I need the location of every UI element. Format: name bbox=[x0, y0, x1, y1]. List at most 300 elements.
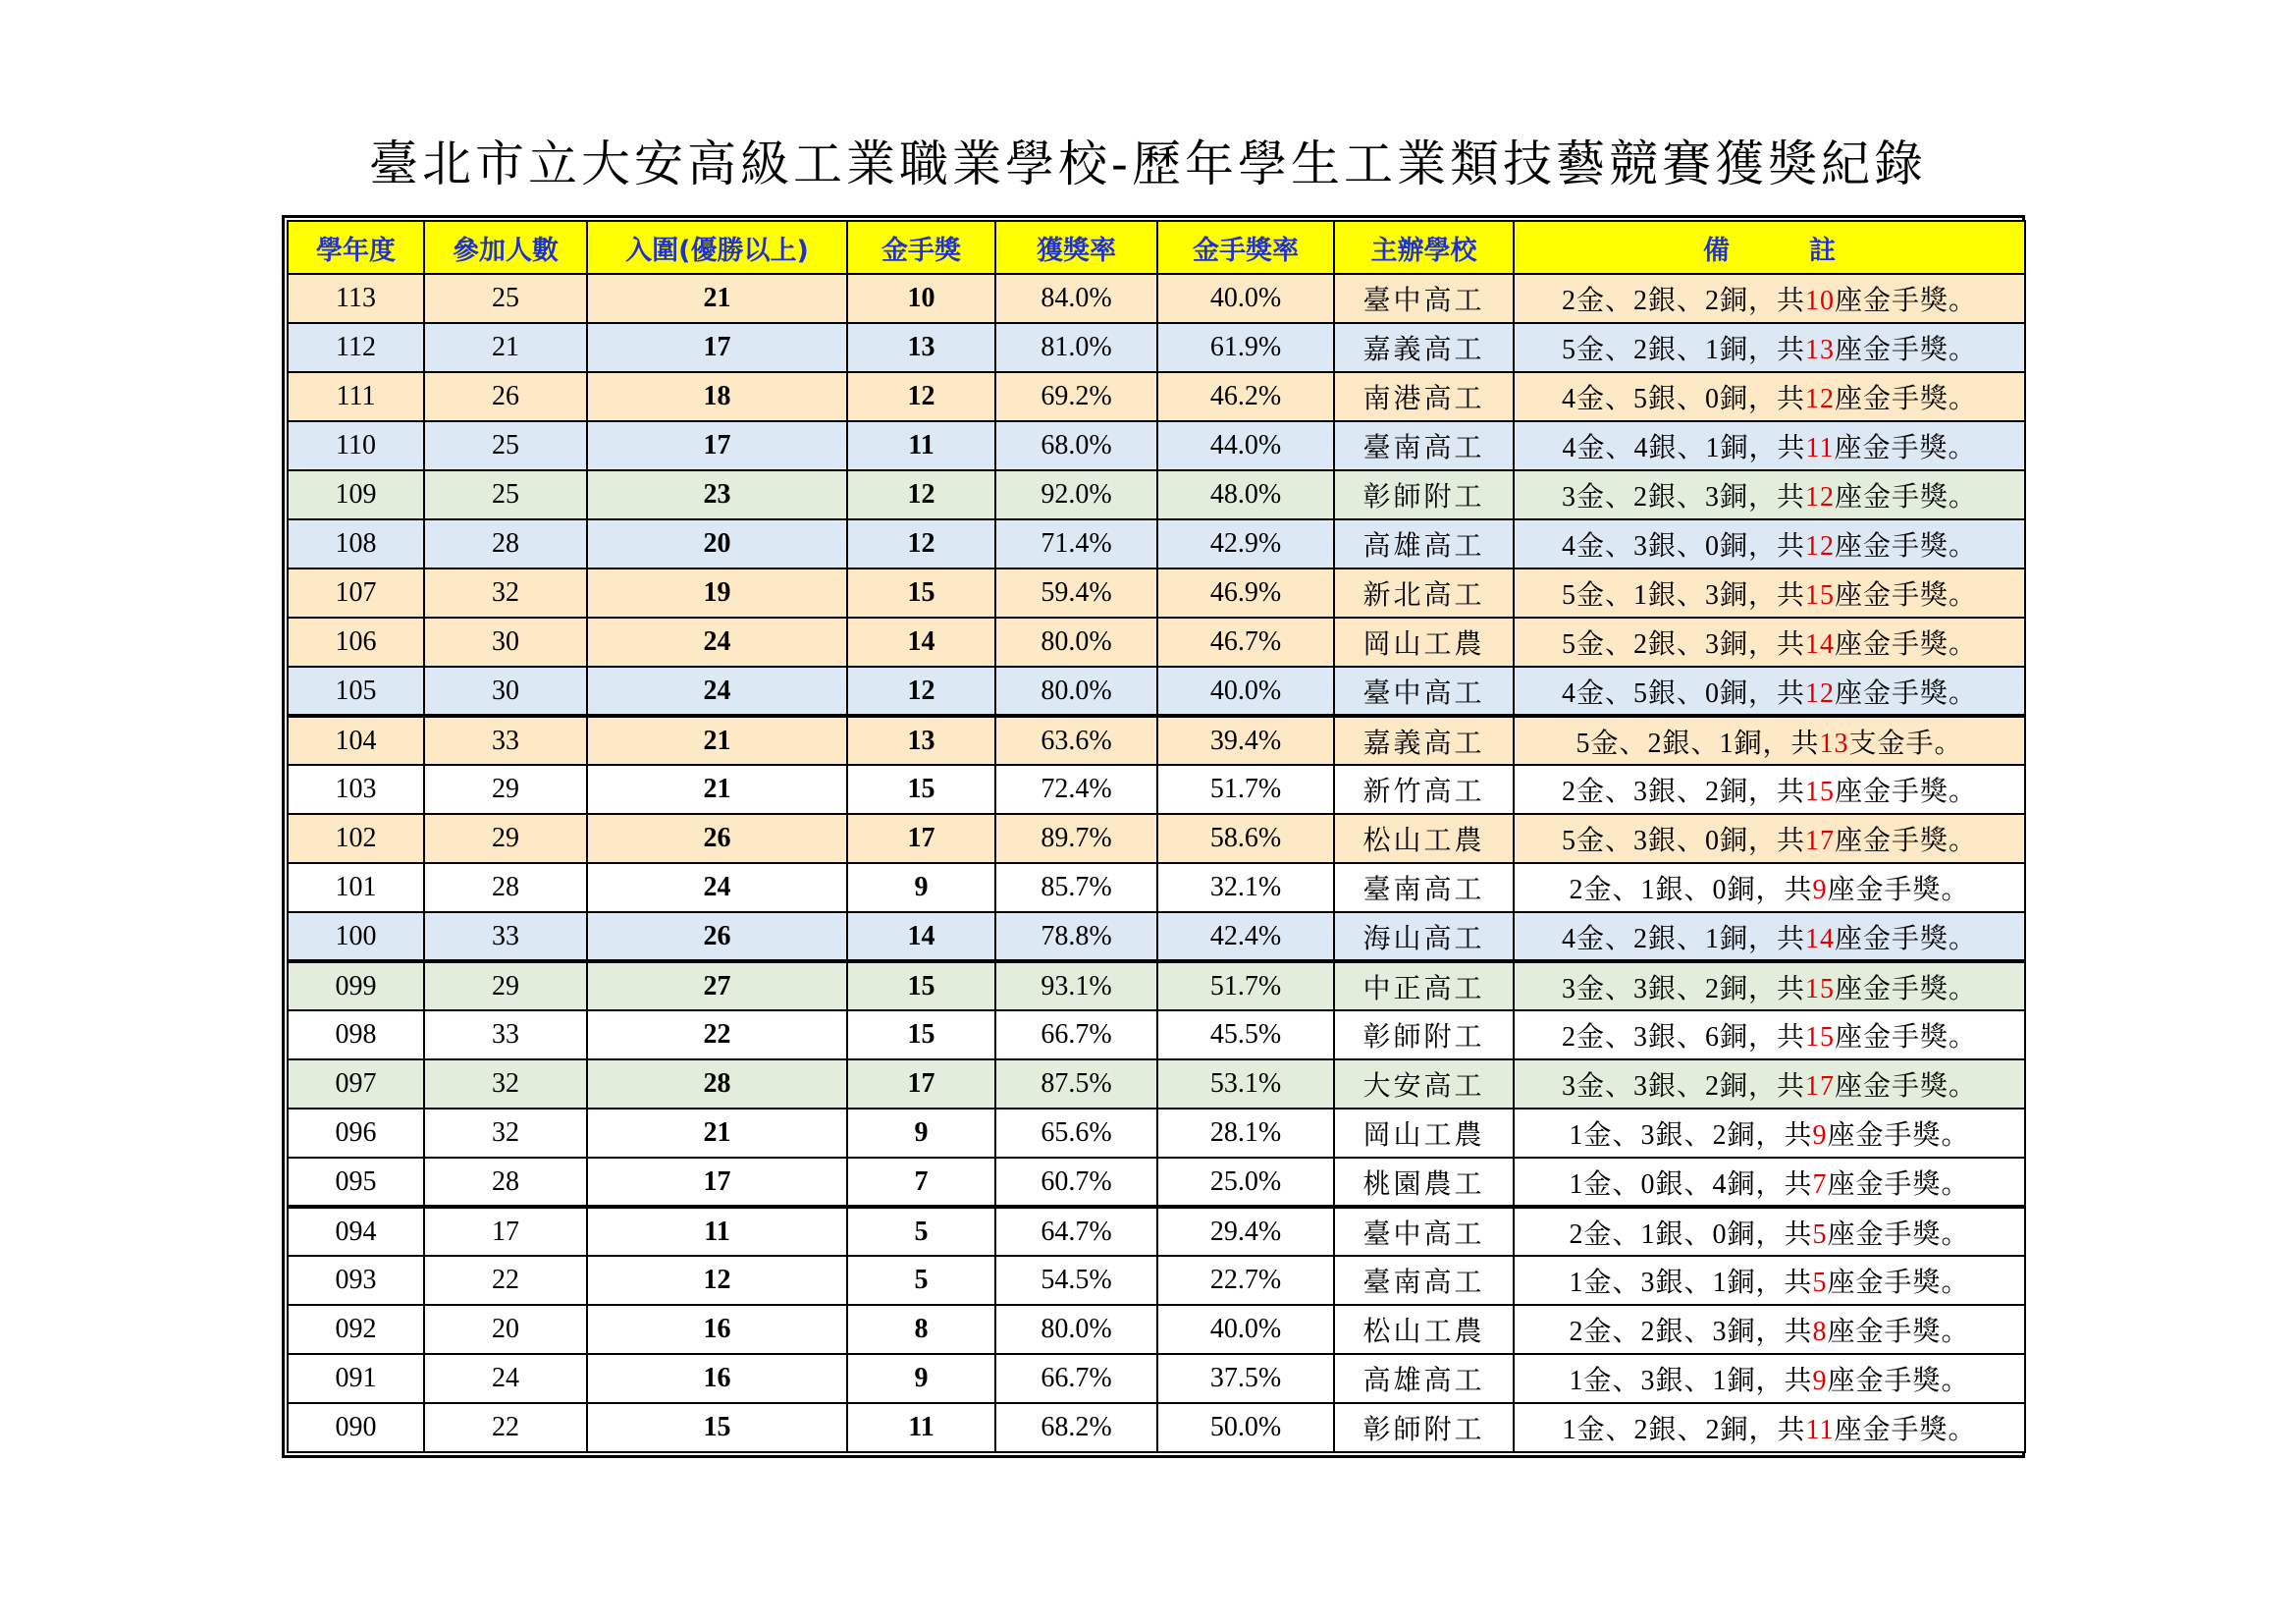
cell-gold-rate: 51.7% bbox=[1157, 765, 1334, 814]
cell-gold-hand: 5 bbox=[847, 1256, 995, 1305]
note-gold-count: 12 bbox=[1805, 384, 1835, 414]
table-row bbox=[288, 912, 2025, 961]
cell-year: 099 bbox=[288, 961, 424, 1010]
table-row bbox=[288, 470, 2025, 519]
table-row bbox=[288, 1010, 2025, 1059]
note-gold-count: 11 bbox=[1805, 433, 1835, 463]
cell-gold-rate: 42.9% bbox=[1157, 519, 1334, 568]
cell-participants: 29 bbox=[424, 765, 587, 814]
note-suffix: 座金手獎。 bbox=[1827, 1268, 1970, 1298]
note-gold-count: 15 bbox=[1805, 1022, 1835, 1053]
cell-year: 105 bbox=[288, 667, 424, 716]
cell-notes bbox=[1514, 421, 2025, 470]
cell-host-school: 彰師附工 bbox=[1334, 470, 1514, 519]
table-row bbox=[288, 1207, 2025, 1256]
note-medals: 2金、2銀、2銅，共 bbox=[1561, 286, 1805, 316]
cell-year: 109 bbox=[288, 470, 424, 519]
cell-gold-rate: 40.0% bbox=[1157, 667, 1334, 716]
cell-notes bbox=[1514, 814, 2025, 863]
note-gold-count: 15 bbox=[1805, 973, 1835, 1004]
cell-host-school: 新北高工 bbox=[1334, 568, 1514, 618]
cell-award-rate: 54.5% bbox=[995, 1256, 1157, 1305]
table-row bbox=[288, 716, 2025, 765]
cell-award-rate: 85.7% bbox=[995, 863, 1157, 912]
note-suffix: 座金手獎。 bbox=[1834, 1415, 1977, 1445]
cell-award-rate: 65.6% bbox=[995, 1109, 1157, 1158]
cell-gold-rate: 28.1% bbox=[1157, 1109, 1334, 1158]
cell-host-school: 臺南高工 bbox=[1334, 863, 1514, 912]
cell-gold-hand: 12 bbox=[847, 372, 995, 421]
cell-notes bbox=[1514, 1305, 2025, 1354]
cell-finalists: 16 bbox=[587, 1354, 847, 1403]
cell-finalists: 15 bbox=[587, 1403, 847, 1452]
cell-participants: 32 bbox=[424, 1109, 587, 1158]
table-header-row bbox=[288, 221, 2025, 274]
cell-year: 104 bbox=[288, 716, 424, 765]
note-suffix: 座金手獎。 bbox=[1827, 1366, 1970, 1396]
note-medals: 2金、3銀、2銅，共 bbox=[1561, 777, 1805, 807]
cell-participants: 33 bbox=[424, 1010, 587, 1059]
cell-participants: 29 bbox=[424, 961, 587, 1010]
cell-award-rate: 81.0% bbox=[995, 323, 1157, 372]
note-suffix: 座金手獎。 bbox=[1835, 1022, 1978, 1053]
header-gold-rate: 金手獎率 bbox=[1157, 221, 1334, 274]
note-gold-count: 12 bbox=[1805, 677, 1835, 709]
cell-participants: 29 bbox=[424, 814, 587, 863]
cell-gold-hand: 15 bbox=[847, 1010, 995, 1059]
cell-gold-hand: 15 bbox=[847, 961, 995, 1010]
note-medals: 5金、2銀、3銅，共 bbox=[1561, 629, 1805, 660]
note-suffix: 座金手獎。 bbox=[1827, 1317, 1970, 1347]
note-gold-count: 17 bbox=[1805, 826, 1835, 856]
cell-host-school: 桃園農工 bbox=[1334, 1158, 1514, 1207]
cell-gold-rate: 45.5% bbox=[1157, 1010, 1334, 1059]
cell-award-rate: 87.5% bbox=[995, 1059, 1157, 1109]
cell-notes bbox=[1514, 519, 2025, 568]
cell-finalists: 27 bbox=[587, 961, 847, 1010]
note-gold-count: 14 bbox=[1805, 923, 1835, 954]
note-medals: 3金、3銀、2銅，共 bbox=[1561, 1071, 1805, 1102]
cell-gold-rate: 50.0% bbox=[1157, 1403, 1334, 1452]
awards-table bbox=[287, 220, 2026, 1453]
cell-notes bbox=[1514, 372, 2025, 421]
cell-finalists: 28 bbox=[587, 1059, 847, 1109]
note-medals: 2金、2銀、3銅，共 bbox=[1569, 1317, 1813, 1347]
cell-gold-hand: 7 bbox=[847, 1158, 995, 1207]
note-suffix: 座金手獎。 bbox=[1835, 1071, 1978, 1102]
cell-notes bbox=[1514, 1010, 2025, 1059]
cell-award-rate: 92.0% bbox=[995, 470, 1157, 519]
header-gold-hand: 金手獎 bbox=[847, 221, 995, 274]
cell-gold-rate: 32.1% bbox=[1157, 863, 1334, 912]
cell-participants: 17 bbox=[424, 1207, 587, 1256]
cell-gold-hand: 12 bbox=[847, 470, 995, 519]
cell-notes bbox=[1514, 1354, 2025, 1403]
cell-award-rate: 71.4% bbox=[995, 519, 1157, 568]
cell-gold-rate: 61.9% bbox=[1157, 323, 1334, 372]
awards-table-frame bbox=[282, 215, 2025, 1458]
cell-gold-rate: 53.1% bbox=[1157, 1059, 1334, 1109]
table-row bbox=[288, 372, 2025, 421]
note-gold-count: 11 bbox=[1805, 1415, 1835, 1445]
note-suffix: 座金手獎。 bbox=[1835, 973, 1978, 1004]
header-notes: 備 註 bbox=[1514, 221, 2025, 274]
cell-notes bbox=[1514, 667, 2025, 716]
table-row bbox=[288, 618, 2025, 667]
cell-gold-hand: 11 bbox=[847, 1403, 995, 1452]
table-row bbox=[288, 1354, 2025, 1403]
cell-host-school: 彰師附工 bbox=[1334, 1010, 1514, 1059]
note-suffix: 座金手獎。 bbox=[1835, 384, 1978, 414]
cell-finalists: 21 bbox=[587, 716, 847, 765]
cell-host-school: 岡山工農 bbox=[1334, 1109, 1514, 1158]
cell-gold-hand: 9 bbox=[847, 863, 995, 912]
note-medals: 4金、3銀、0銅，共 bbox=[1561, 531, 1805, 562]
cell-notes bbox=[1514, 863, 2025, 912]
note-medals: 1金、3銀、1銅，共 bbox=[1569, 1268, 1813, 1298]
note-gold-count: 12 bbox=[1805, 482, 1835, 513]
cell-award-rate: 89.7% bbox=[995, 814, 1157, 863]
page-title: 臺北市立大安高級工業職業學校-歷年學生工業類技藝競賽獲獎紀錄 bbox=[369, 135, 1927, 192]
cell-participants: 32 bbox=[424, 1059, 587, 1109]
cell-year: 090 bbox=[288, 1403, 424, 1452]
note-gold-count: 13 bbox=[1805, 335, 1835, 365]
table-row bbox=[288, 323, 2025, 372]
note-gold-count: 9 bbox=[1812, 875, 1828, 905]
cell-host-school: 新竹高工 bbox=[1334, 765, 1514, 814]
note-gold-count: 5 bbox=[1812, 1218, 1828, 1250]
cell-participants: 33 bbox=[424, 716, 587, 765]
cell-gold-hand: 15 bbox=[847, 765, 995, 814]
cell-year: 103 bbox=[288, 765, 424, 814]
cell-gold-hand: 15 bbox=[847, 568, 995, 618]
cell-notes bbox=[1514, 1403, 2025, 1452]
note-gold-count: 12 bbox=[1805, 531, 1835, 562]
cell-gold-hand: 14 bbox=[847, 912, 995, 961]
table-row bbox=[288, 274, 2025, 323]
cell-participants: 22 bbox=[424, 1403, 587, 1452]
cell-finalists: 17 bbox=[587, 323, 847, 372]
cell-notes bbox=[1514, 1207, 2025, 1256]
cell-participants: 33 bbox=[424, 912, 587, 961]
note-medals: 3金、2銀、3銅，共 bbox=[1561, 482, 1805, 513]
cell-award-rate: 68.2% bbox=[995, 1403, 1157, 1452]
table-row bbox=[288, 667, 2025, 716]
note-medals: 4金、2銀、1銅，共 bbox=[1561, 923, 1805, 954]
cell-finalists: 12 bbox=[587, 1256, 847, 1305]
cell-gold-rate: 40.0% bbox=[1157, 274, 1334, 323]
cell-gold-rate: 40.0% bbox=[1157, 1305, 1334, 1354]
cell-participants: 20 bbox=[424, 1305, 587, 1354]
note-medals: 1金、3銀、1銅，共 bbox=[1569, 1366, 1813, 1396]
cell-award-rate: 80.0% bbox=[995, 618, 1157, 667]
note-suffix: 座金手獎。 bbox=[1835, 826, 1978, 856]
cell-award-rate: 80.0% bbox=[995, 667, 1157, 716]
cell-gold-hand: 10 bbox=[847, 274, 995, 323]
cell-gold-rate: 25.0% bbox=[1157, 1158, 1334, 1207]
cell-host-school: 嘉義高工 bbox=[1334, 323, 1514, 372]
header-participants: 參加人數 bbox=[424, 221, 587, 274]
cell-host-school: 嘉義高工 bbox=[1334, 716, 1514, 765]
cell-participants: 30 bbox=[424, 618, 587, 667]
cell-award-rate: 72.4% bbox=[995, 765, 1157, 814]
cell-participants: 25 bbox=[424, 421, 587, 470]
cell-finalists: 21 bbox=[587, 765, 847, 814]
note-suffix: 座金手獎。 bbox=[1835, 286, 1978, 316]
note-suffix: 座金手獎。 bbox=[1834, 433, 1977, 463]
table-row bbox=[288, 1403, 2025, 1452]
cell-participants: 28 bbox=[424, 1158, 587, 1207]
cell-gold-hand: 5 bbox=[847, 1207, 995, 1256]
cell-participants: 28 bbox=[424, 863, 587, 912]
cell-year: 108 bbox=[288, 519, 424, 568]
table-row bbox=[288, 421, 2025, 470]
cell-gold-hand: 17 bbox=[847, 1059, 995, 1109]
cell-host-school: 臺南高工 bbox=[1334, 1256, 1514, 1305]
cell-gold-hand: 14 bbox=[847, 618, 995, 667]
cell-gold-rate: 44.0% bbox=[1157, 421, 1334, 470]
table-row bbox=[288, 1305, 2025, 1354]
note-gold-count: 10 bbox=[1805, 286, 1835, 316]
note-suffix: 座金手獎。 bbox=[1835, 482, 1978, 513]
note-medals: 5金、3銀、0銅，共 bbox=[1561, 826, 1805, 856]
note-medals: 2金、1銀、0銅，共 bbox=[1569, 1218, 1813, 1250]
cell-notes bbox=[1514, 568, 2025, 618]
table-row bbox=[288, 1256, 2025, 1305]
note-suffix: 座金手獎。 bbox=[1835, 777, 1978, 807]
table-row bbox=[288, 568, 2025, 618]
header-finalists: 入圍(優勝以上) bbox=[587, 221, 847, 274]
cell-award-rate: 80.0% bbox=[995, 1305, 1157, 1354]
cell-gold-hand: 17 bbox=[847, 814, 995, 863]
cell-participants: 21 bbox=[424, 323, 587, 372]
cell-host-school: 臺中高工 bbox=[1334, 274, 1514, 323]
cell-finalists: 20 bbox=[587, 519, 847, 568]
cell-gold-rate: 46.7% bbox=[1157, 618, 1334, 667]
note-gold-count: 17 bbox=[1805, 1071, 1835, 1102]
cell-notes bbox=[1514, 961, 2025, 1010]
cell-award-rate: 93.1% bbox=[995, 961, 1157, 1010]
note-medals: 5金、2銀、1銅，共 bbox=[1561, 335, 1805, 365]
cell-participants: 30 bbox=[424, 667, 587, 716]
cell-gold-rate: 46.9% bbox=[1157, 568, 1334, 618]
cell-year: 096 bbox=[288, 1109, 424, 1158]
cell-host-school: 臺南高工 bbox=[1334, 421, 1514, 470]
note-suffix: 座金手獎。 bbox=[1835, 531, 1978, 562]
cell-participants: 25 bbox=[424, 274, 587, 323]
cell-finalists: 23 bbox=[587, 470, 847, 519]
cell-finalists: 11 bbox=[587, 1207, 847, 1256]
cell-year: 102 bbox=[288, 814, 424, 863]
cell-finalists: 18 bbox=[587, 372, 847, 421]
cell-notes bbox=[1514, 1059, 2025, 1109]
cell-notes bbox=[1514, 323, 2025, 372]
cell-participants: 25 bbox=[424, 470, 587, 519]
header-year: 學年度 bbox=[288, 221, 424, 274]
cell-gold-rate: 46.2% bbox=[1157, 372, 1334, 421]
cell-year: 092 bbox=[288, 1305, 424, 1354]
cell-participants: 24 bbox=[424, 1354, 587, 1403]
cell-participants: 32 bbox=[424, 568, 587, 618]
note-suffix: 座金手獎。 bbox=[1835, 580, 1978, 611]
cell-finalists: 22 bbox=[587, 1010, 847, 1059]
cell-award-rate: 64.7% bbox=[995, 1207, 1157, 1256]
cell-host-school: 大安高工 bbox=[1334, 1059, 1514, 1109]
cell-notes bbox=[1514, 618, 2025, 667]
table-row bbox=[288, 519, 2025, 568]
table-row bbox=[288, 1109, 2025, 1158]
cell-year: 093 bbox=[288, 1256, 424, 1305]
note-gold-count: 9 bbox=[1812, 1366, 1828, 1396]
cell-notes bbox=[1514, 274, 2025, 323]
cell-award-rate: 66.7% bbox=[995, 1354, 1157, 1403]
cell-year: 097 bbox=[288, 1059, 424, 1109]
cell-notes bbox=[1514, 470, 2025, 519]
header-host-school: 主辦學校 bbox=[1334, 221, 1514, 274]
cell-award-rate: 59.4% bbox=[995, 568, 1157, 618]
table-row bbox=[288, 765, 2025, 814]
cell-finalists: 17 bbox=[587, 421, 847, 470]
cell-gold-hand: 12 bbox=[847, 519, 995, 568]
cell-notes bbox=[1514, 765, 2025, 814]
cell-participants: 26 bbox=[424, 372, 587, 421]
cell-finalists: 21 bbox=[587, 1109, 847, 1158]
table-row bbox=[288, 863, 2025, 912]
cell-host-school: 彰師附工 bbox=[1334, 1403, 1514, 1452]
cell-gold-hand: 13 bbox=[847, 323, 995, 372]
cell-year: 100 bbox=[288, 912, 424, 961]
cell-finalists: 24 bbox=[587, 667, 847, 716]
cell-gold-hand: 9 bbox=[847, 1109, 995, 1158]
cell-award-rate: 60.7% bbox=[995, 1158, 1157, 1207]
cell-gold-hand: 11 bbox=[847, 421, 995, 470]
cell-finalists: 21 bbox=[587, 274, 847, 323]
note-medals: 4金、5銀、0銅，共 bbox=[1561, 677, 1805, 709]
cell-gold-rate: 48.0% bbox=[1157, 470, 1334, 519]
cell-year: 098 bbox=[288, 1010, 424, 1059]
cell-host-school: 臺中高工 bbox=[1334, 667, 1514, 716]
cell-award-rate: 66.7% bbox=[995, 1010, 1157, 1059]
cell-year: 095 bbox=[288, 1158, 424, 1207]
cell-gold-hand: 9 bbox=[847, 1354, 995, 1403]
table-body bbox=[288, 274, 2025, 1452]
cell-year: 110 bbox=[288, 421, 424, 470]
cell-gold-hand: 13 bbox=[847, 716, 995, 765]
note-gold-count: 13 bbox=[1819, 728, 1849, 759]
note-medals: 5金、2銀、1銅，共 bbox=[1575, 728, 1820, 759]
note-suffix: 座金手獎。 bbox=[1827, 1168, 1970, 1200]
cell-participants: 28 bbox=[424, 519, 587, 568]
cell-gold-hand: 8 bbox=[847, 1305, 995, 1354]
cell-finalists: 17 bbox=[587, 1158, 847, 1207]
note-medals: 4金、4銀、1銅，共 bbox=[1562, 433, 1806, 463]
cell-host-school: 岡山工農 bbox=[1334, 618, 1514, 667]
note-medals: 2金、1銀、0銅，共 bbox=[1569, 875, 1813, 905]
header-award-rate: 獲獎率 bbox=[995, 221, 1157, 274]
cell-notes bbox=[1514, 1109, 2025, 1158]
cell-gold-rate: 29.4% bbox=[1157, 1207, 1334, 1256]
cell-host-school: 高雄高工 bbox=[1334, 1354, 1514, 1403]
note-gold-count: 5 bbox=[1812, 1268, 1828, 1298]
cell-finalists: 26 bbox=[587, 814, 847, 863]
note-gold-count: 14 bbox=[1805, 629, 1835, 660]
cell-award-rate: 69.2% bbox=[995, 372, 1157, 421]
note-gold-count: 15 bbox=[1805, 580, 1835, 611]
cell-notes bbox=[1514, 716, 2025, 765]
cell-year: 106 bbox=[288, 618, 424, 667]
table-row bbox=[288, 1059, 2025, 1109]
cell-year: 107 bbox=[288, 568, 424, 618]
note-suffix: 座金手獎。 bbox=[1835, 923, 1978, 954]
cell-host-school: 中正高工 bbox=[1334, 961, 1514, 1010]
note-gold-count: 15 bbox=[1805, 777, 1835, 807]
cell-award-rate: 63.6% bbox=[995, 716, 1157, 765]
cell-host-school: 松山工農 bbox=[1334, 814, 1514, 863]
cell-award-rate: 68.0% bbox=[995, 421, 1157, 470]
cell-finalists: 19 bbox=[587, 568, 847, 618]
cell-year: 091 bbox=[288, 1354, 424, 1403]
cell-gold-rate: 22.7% bbox=[1157, 1256, 1334, 1305]
cell-year: 094 bbox=[288, 1207, 424, 1256]
cell-notes bbox=[1514, 912, 2025, 961]
cell-gold-rate: 42.4% bbox=[1157, 912, 1334, 961]
cell-host-school: 松山工農 bbox=[1334, 1305, 1514, 1354]
cell-host-school: 南港高工 bbox=[1334, 372, 1514, 421]
cell-finalists: 26 bbox=[587, 912, 847, 961]
cell-notes bbox=[1514, 1158, 2025, 1207]
cell-year: 112 bbox=[288, 323, 424, 372]
cell-finalists: 24 bbox=[587, 618, 847, 667]
note-gold-count: 7 bbox=[1812, 1168, 1828, 1200]
note-suffix: 支金手。 bbox=[1848, 728, 1963, 759]
cell-award-rate: 84.0% bbox=[995, 274, 1157, 323]
cell-host-school: 臺中高工 bbox=[1334, 1207, 1514, 1256]
note-suffix: 座金手獎。 bbox=[1835, 677, 1978, 709]
note-medals: 1金、0銀、4銅，共 bbox=[1569, 1168, 1813, 1200]
cell-award-rate: 78.8% bbox=[995, 912, 1157, 961]
cell-gold-rate: 58.6% bbox=[1157, 814, 1334, 863]
table-row bbox=[288, 961, 2025, 1010]
cell-gold-rate: 39.4% bbox=[1157, 716, 1334, 765]
note-gold-count: 8 bbox=[1812, 1317, 1828, 1347]
cell-year: 101 bbox=[288, 863, 424, 912]
table-row bbox=[288, 1158, 2025, 1207]
note-suffix: 座金手獎。 bbox=[1835, 335, 1978, 365]
cell-gold-rate: 37.5% bbox=[1157, 1354, 1334, 1403]
cell-participants: 22 bbox=[424, 1256, 587, 1305]
note-suffix: 座金手獎。 bbox=[1835, 629, 1978, 660]
cell-finalists: 16 bbox=[587, 1305, 847, 1354]
note-medals: 3金、3銀、2銅，共 bbox=[1561, 973, 1805, 1004]
cell-gold-hand: 12 bbox=[847, 667, 995, 716]
note-suffix: 座金手獎。 bbox=[1827, 875, 1970, 905]
cell-gold-rate: 51.7% bbox=[1157, 961, 1334, 1010]
note-gold-count: 9 bbox=[1812, 1120, 1828, 1151]
cell-year: 113 bbox=[288, 274, 424, 323]
cell-host-school: 高雄高工 bbox=[1334, 519, 1514, 568]
note-medals: 1金、2銀、2銅，共 bbox=[1562, 1415, 1806, 1445]
note-medals: 1金、3銀、2銅，共 bbox=[1569, 1120, 1813, 1151]
cell-notes bbox=[1514, 1256, 2025, 1305]
note-suffix: 座金手獎。 bbox=[1827, 1120, 1970, 1151]
note-medals: 4金、5銀、0銅，共 bbox=[1561, 384, 1805, 414]
cell-year: 111 bbox=[288, 372, 424, 421]
note-medals: 5金、1銀、3銅，共 bbox=[1561, 580, 1805, 611]
note-medals: 2金、3銀、6銅，共 bbox=[1561, 1022, 1805, 1053]
cell-host-school: 海山高工 bbox=[1334, 912, 1514, 961]
table-row bbox=[288, 814, 2025, 863]
cell-finalists: 24 bbox=[587, 863, 847, 912]
